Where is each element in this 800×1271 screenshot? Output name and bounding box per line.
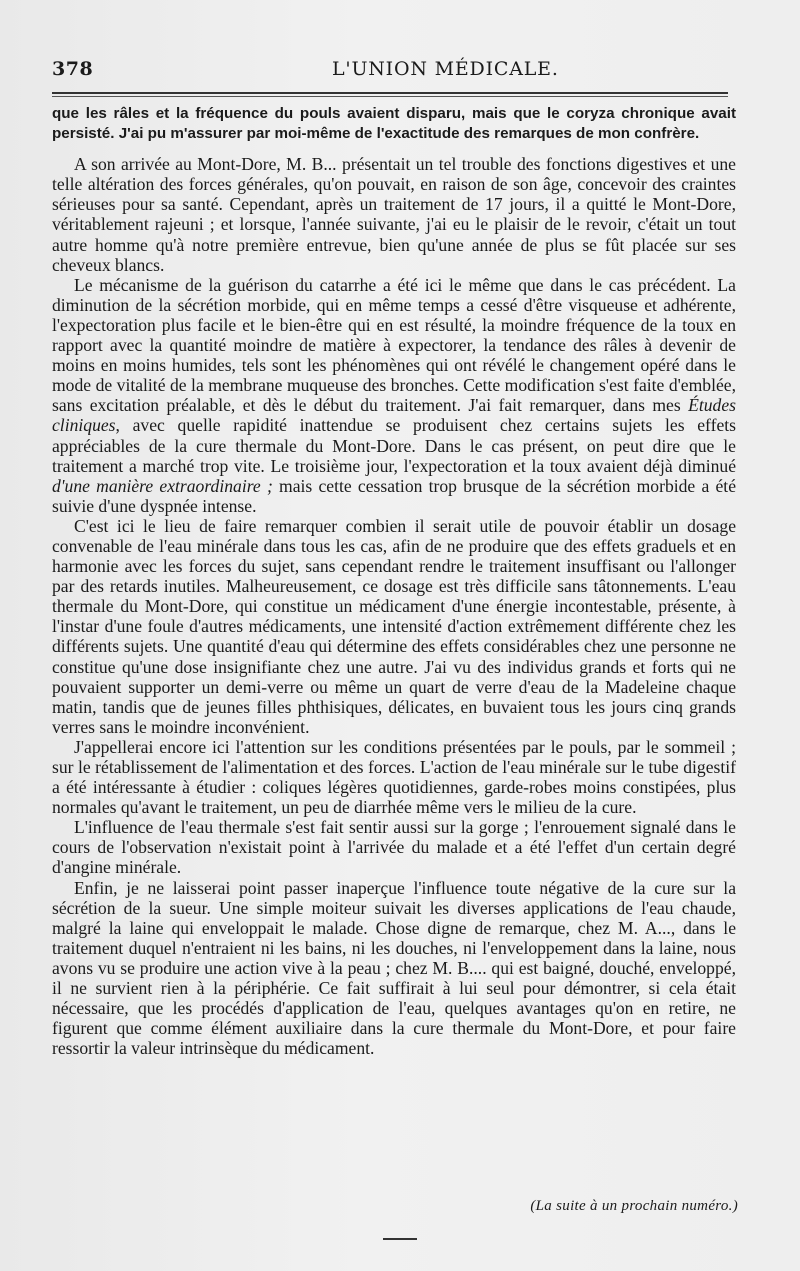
paragraph: A son arrivée au Mont-Dore, M. B... présentait un tel trouble des fonctions digestives et une telle altération des forces générales, qu'on pouvait, en raison de son âge, concevoir des craintes sérieuses pour sa santé. Cependant, après un traitement de 17 jours, il a quitté le Mont-Dore, véritablement rajeuni ; et lorsque, l'année suivante, j'ai eu le plaisir de le revoir, c'était un tout autre homme qu'à notre première entrevue, bien qu'une année de plus se fût placée sur ses cheveux blancs. <box>52 154 736 275</box>
page-number: 378 <box>52 58 94 80</box>
paragraph: C'est ici le lieu de faire remarquer combien il serait utile de pouvoir établir un dosage convenable de l'eau minérale dans tous les cas, afin de ne produire que des effets graduels et en harmonie avec les forces du sujet, sans cependant rendre le traitement insuffisant ou l'allonger par des retards inutiles. Malheureusement, ce dosage est très difficile sans tâtonnements. L'eau thermale du Mont-Dore, qui constitue un médicament d'une énergie incontestable, présente, à l'instar d'une foule d'autres médicaments, une intensité d'action extrêmement différente chez les différents sujets. Une quantité d'eau qui détermine des effets considérables chez une personne ne constitue qu'une dose insignifiante chez une autre. J'ai vu des individus grands et forts qui ne pouvaient supporter un demi-verre ou même un quart de verre d'eau de la Madeleine chaque matin, tandis que de jeunes filles phthisiques, délicates, en buvaient tous les jours cinq grands verres sans le moindre inconvénient. <box>52 515 736 737</box>
body-text <box>52 104 736 1058</box>
page-header <box>52 58 728 84</box>
running-title: L'UNION MÉDICALE. <box>332 58 559 80</box>
paragraph-text: , avec quelle rapidité inattendue se produisent chez certains sujets les effets appréciables de la cure thermale du Mont-Dore. Dans le cas présent, on peut dire que le traitement a marché trop vite. Le troisième jour, l'expectoration et la toux avaient déjà diminué <box>52 415 736 476</box>
paragraph <box>52 275 736 516</box>
header-rule <box>52 92 728 94</box>
italic-title: Études cliniques <box>52 395 736 436</box>
paragraph: L'influence de l'eau thermale s'est fait sentir aussi sur la gorge ; l'enrouement signalé dans le cours de l'observation n'existait point à l'arrivée du malade et a été l'effet d'un certain degré d'angine minérale. <box>52 817 736 878</box>
paragraph-text: mais cette cessation trop brusque de la sécrétion morbide a été suivie d'une dyspnée intense. <box>52 475 737 516</box>
end-rule <box>383 1238 417 1240</box>
paragraph: Enfin, je ne laisserai point passer inaperçue l'influence toute négative de la cure sur la sécrétion de la sueur. Une simple moiteur suivait les diverses applications de l'eau chaude, malgré la laine qui enveloppait le malade. Chose digne de remarque, chez M. A..., dans le traitement duquel n'entraient ni les bains, ni les douches, ni l'enveloppement dans la laine, nous avons vu se produire une action vive à la peau ; chez M. B.... qui est baigné, douché, enveloppé, il ne survient rien à la périphérie. Ce fait suffirait à lui seul pour démontrer, si cela était nécessaire, que les procédés d'application de l'eau, quelques avantages qu'on en retire, ne figurent que comme élément auxiliaire dans la cure thermale du Mont-Dore, et pour faire ressortir la valeur intrinsèque du médicament. <box>52 877 736 1059</box>
paragraph: que les râles et la fréquence du pouls avaient disparu, mais que le coryza chronique avait persisté. J'ai pu m'assurer par moi-même de l'exactitude des remarques de mon confrère. <box>52 105 736 143</box>
paragraph-text: Le mécanisme de la guérison du catarrhe a été ici le même que dans le cas précédent. La diminution de la sécrétion morbide, qui en même temps a cessé d'être visqueuse et adhérente, l'expectoration plus facile et le bien-être qui en est résulté, la moindre fréquence de la toux en rapport avec la quantité moindre de matière à expectorer, la tendance des râles à devenir de moins en moins humides, tels sont les phénomènes qui ont révélé le changement opéré dans le mode de vitalité de la membrane muqueuse des bronches. Cette modification s'est faite d'emblée, sans excitation préalable, et dès le début du traitement. J'ai fait remarquer, dans mes <box>52 274 736 416</box>
paragraph: J'appellerai encore ici l'attention sur les conditions présentées par le pouls, par le sommeil ; sur le rétablissement de l'alimentation et des forces. L'action de l'eau minérale sur le tube digestif a été intéressante à étudier : coliques légères quotidiennes, garde-robes moins constipées, plus normales qu'avant le traitement, un peu de diarrhée même vers le milieu de la cure. <box>52 736 736 818</box>
header-rule-thin <box>52 96 728 97</box>
italic-phrase: d'une manière extraordinaire ; <box>52 475 273 496</box>
continued-note: (La suite à un prochain numéro.) <box>530 1198 738 1214</box>
